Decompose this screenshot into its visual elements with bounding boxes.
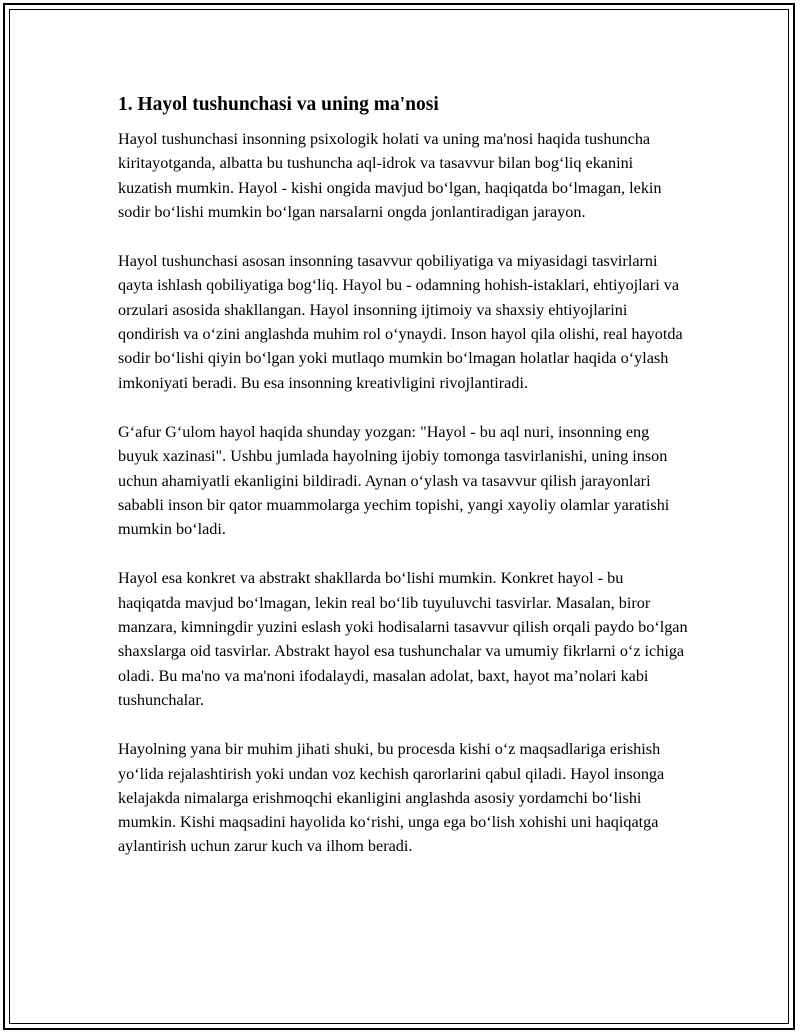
paragraph-4: Hayol esa konkret va abstrakt shakllarda bo‘lishi mumkin. Konkret hayol - bu haqiqatda mavjud bo‘lmagan, lekin real bo‘lib tuyuluvchi tasvirlar. Masalan, biror manzara, kimningdir yuzini eslash yoki hodisalarni tasavvur qilish orqali paydo bo‘lgan shaxslarga oid tasvirlar. Abstrakt hayol esa tushunchalar va umumiy fikrlarni o‘z ichiga oladi. Bu ma'no va ma'noni ifodalaydi, masalan adolat, baxt, hayot ma’nolari kabi tushunchalar. <box>118 569 688 709</box>
section-heading: 1. Hayol tushunchasi va uning ma'nosi <box>118 94 439 115</box>
paragraph-2: Hayol tushunchasi asosan insonning tasavvur qobiliyatiga va miyasidagi tasvirlarni qayta ishlash qobiliyatiga bog‘liq. Hayol bu - odamning hohish-istaklari, ehtiyojlari va orzulari asosida shakllangan. Hayol insonning ijtimoiy va shaxsiy ehtiyojlarini qondirish va o‘zini anglashda muhim rol o‘ynaydi. Inson hayol qila olishi, real hayotda sodir bo‘lishi qiyin bo‘lgan yoki mutlaqo mumkin bo‘lmagan holatlar haqida o‘ylash imkoniyati beradi. Bu esa insonning kreativligini rivojlantiradi. <box>118 252 683 392</box>
paragraph-3: G‘afur G‘ulom hayol haqida shunday yozgan: "Hayol - bu aql nuri, insonning eng buyuk xazinasi". Ushbu jumlada hayolning ijobiy tomonga tasvirlanishi, uning inson uchun ahamiyatli ekanligini bildiradi. Aynan o‘ylash va tasavvur qilish jarayonlari sababli inson bir qator muammolarga yechim topishi, yangi xayoliy olamlar yaratishi mumkin bo‘ladi. <box>118 422 670 539</box>
paragraph-5: Hayolning yana bir muhim jihati shuki, bu procesda kishi o‘z maqsadlariga erishish yo‘lida rejalashtirish yoki undan voz kechish qarorlarini qabul qiladi. Hayol insonga kelajakda nimalarga erishmoqchi ekanligini anglashda asosiy yordamchi bo‘lishi mumkin. Kishi maqsadini hayolida ko‘rishi, unga ega bo‘lish xohishi uni haqiqatga aylantirish uchun zarur kuch va ilhom beradi. <box>118 740 665 856</box>
document-body <box>118 93 688 859</box>
paragraph-1: Hayol tushunchasi insonning psixologik holati va uning ma'nosi haqida tushuncha kiritayotganda, albatta bu tushuncha aql-idrok va tasavvur bilan bog‘liq ekanini kuzatish mumkin. Hayol - kishi ongida mavjud bo‘lgan, haqiqatda bo‘lmagan, lekin sodir bo‘lishi mumkin bo‘lgan narsalarni ongda jonlantiradigan jarayon. <box>118 130 662 221</box>
